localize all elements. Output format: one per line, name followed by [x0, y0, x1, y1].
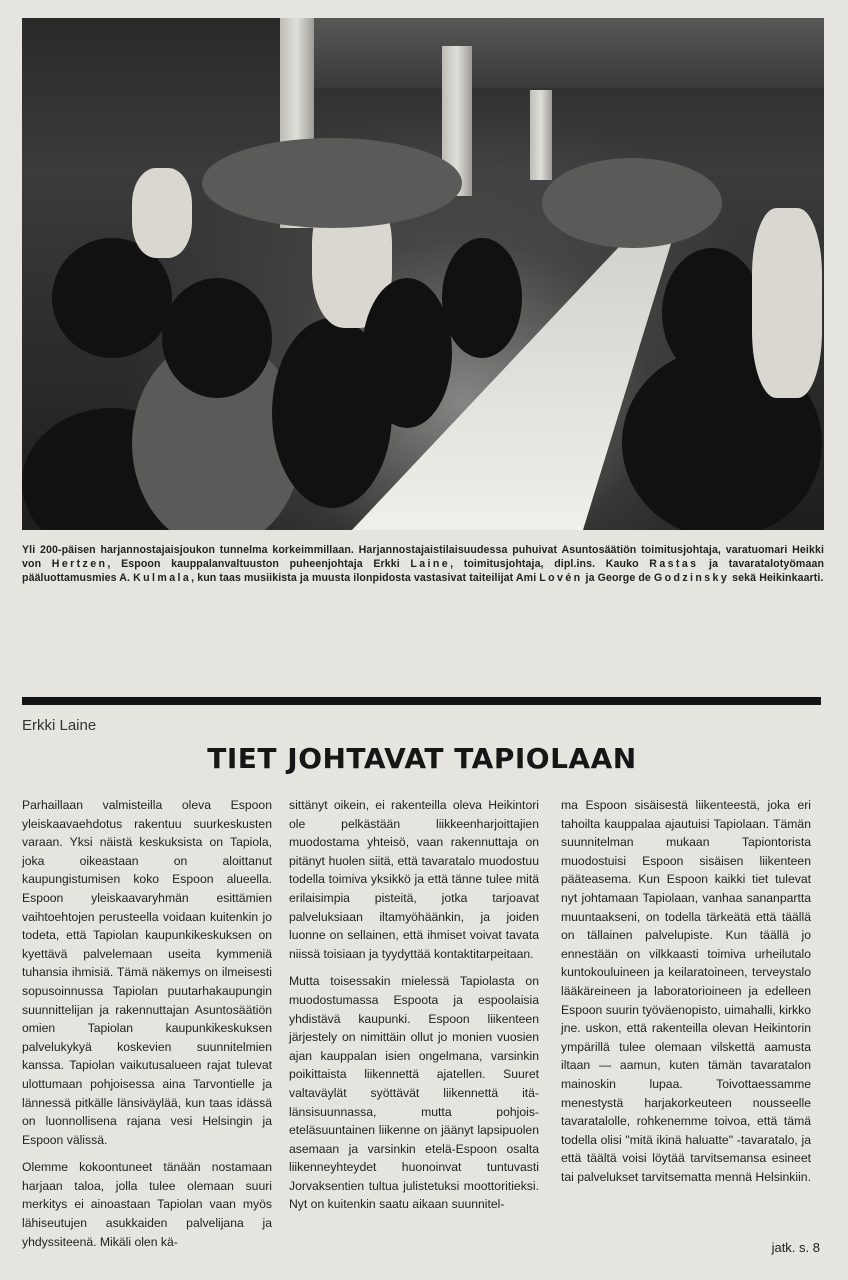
photo-figure [542, 158, 722, 248]
article-author: Erkki Laine [22, 717, 97, 734]
paragraph: ma Espoon sisäisestä liikenteestä, joka eri tahoilta kauppalaa ajautuisi Tapiolaan. Tämän suunnitelman mukaan Tapiontorista muodostuisi Espoon sisäisen liikenteen pääteasema. Kun Espoon kaikki tiet tulevat nyt johtamaan Tapiolaan, vanhaa sananpartta muuntaakseni, on todella tärkeätä että täällä on tällainen palvelupiste. Kun täällä jo ennestään on vilkkaasti toimiva urheilutalo kuntokouluineen ja keilaratoineen, terveystalo lääkäreineen ja laboratorioineen ja edelleen Espoon suurin työväenopisto, uimahalli, kirkko jne. uskon, että rakenteilla olevan Heikintorin ympärillä tulee olemaan vilskettä aamusta iltaan — aamun, kuten tämän tavaratalon mainoskin lupaa. Toivottaessamme menestystä harjakorkeuteen nousseelle tavaratalolle, rohkenemme toivoa, että tämä todella olisi "mitä ikinä haluatte" -tavaratalo, ja että täältä voisi löytää tarvitsemansa esineet tai palvelukset tarvitsematta mennä Helsinkiin. [561, 798, 811, 1184]
paragraph: Parhaillaan valmisteilla oleva Espoon yleiskaavaehdotus rakentuu suurkeskusten varaan. Yksi näistä keskuksista on Tapiola, joka oikeastaan on aloittanut kaupungistumisen koko Espoon alueella. Espoon yleiskaavaryhmän esittämien vaihtoehtojen perusteella voidaan kuitenkin jo todeta, että Tapiolan kaupunkikeskuksen on kyettävä palvelemaan useita kymmeniä tuhansia ihmisiä. Tämä näkemys on ilmeisesti sopusoinnussa Tapiolan puutarhakaupungin suunnittelijan ja rakennuttajan Asuntosäätiön omien Tapiolan kaupunkikeskuksen palvelukykyä koskevien suunnitelmien kanssa. Tapiolan vaikutusalueen rajat tulevat ulottumaan pohjoisessa aina Tarvontielle ja lännessä pitkälle länsiväylää, kun taas idässä on luonnollisena rajana vesi Helsingin ja Espoon välissä. [22, 798, 272, 1147]
photo-figure [442, 238, 522, 358]
photo-ceiling [312, 18, 824, 88]
photo-figure [132, 168, 192, 258]
photo-figure [662, 248, 762, 378]
article-column-1 [22, 796, 272, 1260]
paragraph: sittänyt oikein, ei rakenteilla oleva Heikintori ole pelkästään liikkeenharjoittajien muodostama yhteisö, vaan rakennuttaja on pitänyt huolen siitä, että tavaratalo muodostuu todella toimiva yksikkö ja että tänne tulee mitä erilaisimpia pisteitä, jotka tarjoavat palveluksiaan iltamyöhäänkin, ja joiden luonne on sellainen, että ihmiset voivat tavata niissä toisiaan ja tyydyttää kontaktitarpeitaan. [289, 798, 539, 961]
photo-figure [362, 278, 452, 428]
continued-note: jatk. s. 8 [771, 1240, 820, 1255]
paragraph: Olemme kokoontuneet tänään nostamaan harjaan taloa, jolla tulee olemaan suuri merkitys ei ainoastaan Tapiolan vaan myös lähiseutujen asukkaiden palvelijana ja yhdyssiteenä. Mikäli olen kä- [22, 1160, 272, 1249]
photo-caption: Yli 200-päisen harjannostajaisjoukon tunnelma korkeimmillaan. Harjannostajaistilaisuudessa puhuivat Asuntosäätiön toimitusjohtaja, varatuomari Heikki von Hertzen, Espoon kauppalanvaltuuston puheenjohtaja Erkki Laine, toimitusjohtaja, dipl.ins. Kauko Rastas ja tavaratalotyömaan pääluottamusmies A. Kulmala, kun taas musiikista ja muusta ilonpidosta vastasivat taiteilijat Ami Lovén ja George de Godzinsky sekä Heikinkaarti. [22, 544, 825, 584]
photo-pillar-right [530, 90, 552, 180]
article-column-2 [289, 796, 539, 1223]
article-title: TIET JOHTAVAT TAPIOLAAN [207, 742, 637, 775]
photo-figure [202, 138, 462, 228]
photo-figure [752, 208, 822, 398]
article-column-3 [561, 796, 811, 1195]
banquet-photo [22, 18, 824, 530]
photo-figure [162, 278, 272, 398]
section-divider [22, 697, 821, 705]
paragraph: Mutta toisessakin mielessä Tapiolasta on muodostumassa Espoota ja espoolaisia yhdistävä kaupunki. Espoon liikenteen järjestely on nimittäin ollut jo monien vuosien ajan kauppalan isien ongelmana, varsinkin poikittaista liikennettä ajatellen. Suuret valtaväylät syöttävät liikennettä itä-länsisuunnassa, mutta pohjois-eteläsuuntainen liikenne on jäänyt lapsipuolen asemaan ja varsinkin etelä-Espoon osalta liikenneyhteydet huonoinvat tuntuvasti Jorvaksentien tultua julistetuksi moottoritieksi. Nyt on kuitenkin saatu aikaan suunnitel- [289, 974, 539, 1212]
